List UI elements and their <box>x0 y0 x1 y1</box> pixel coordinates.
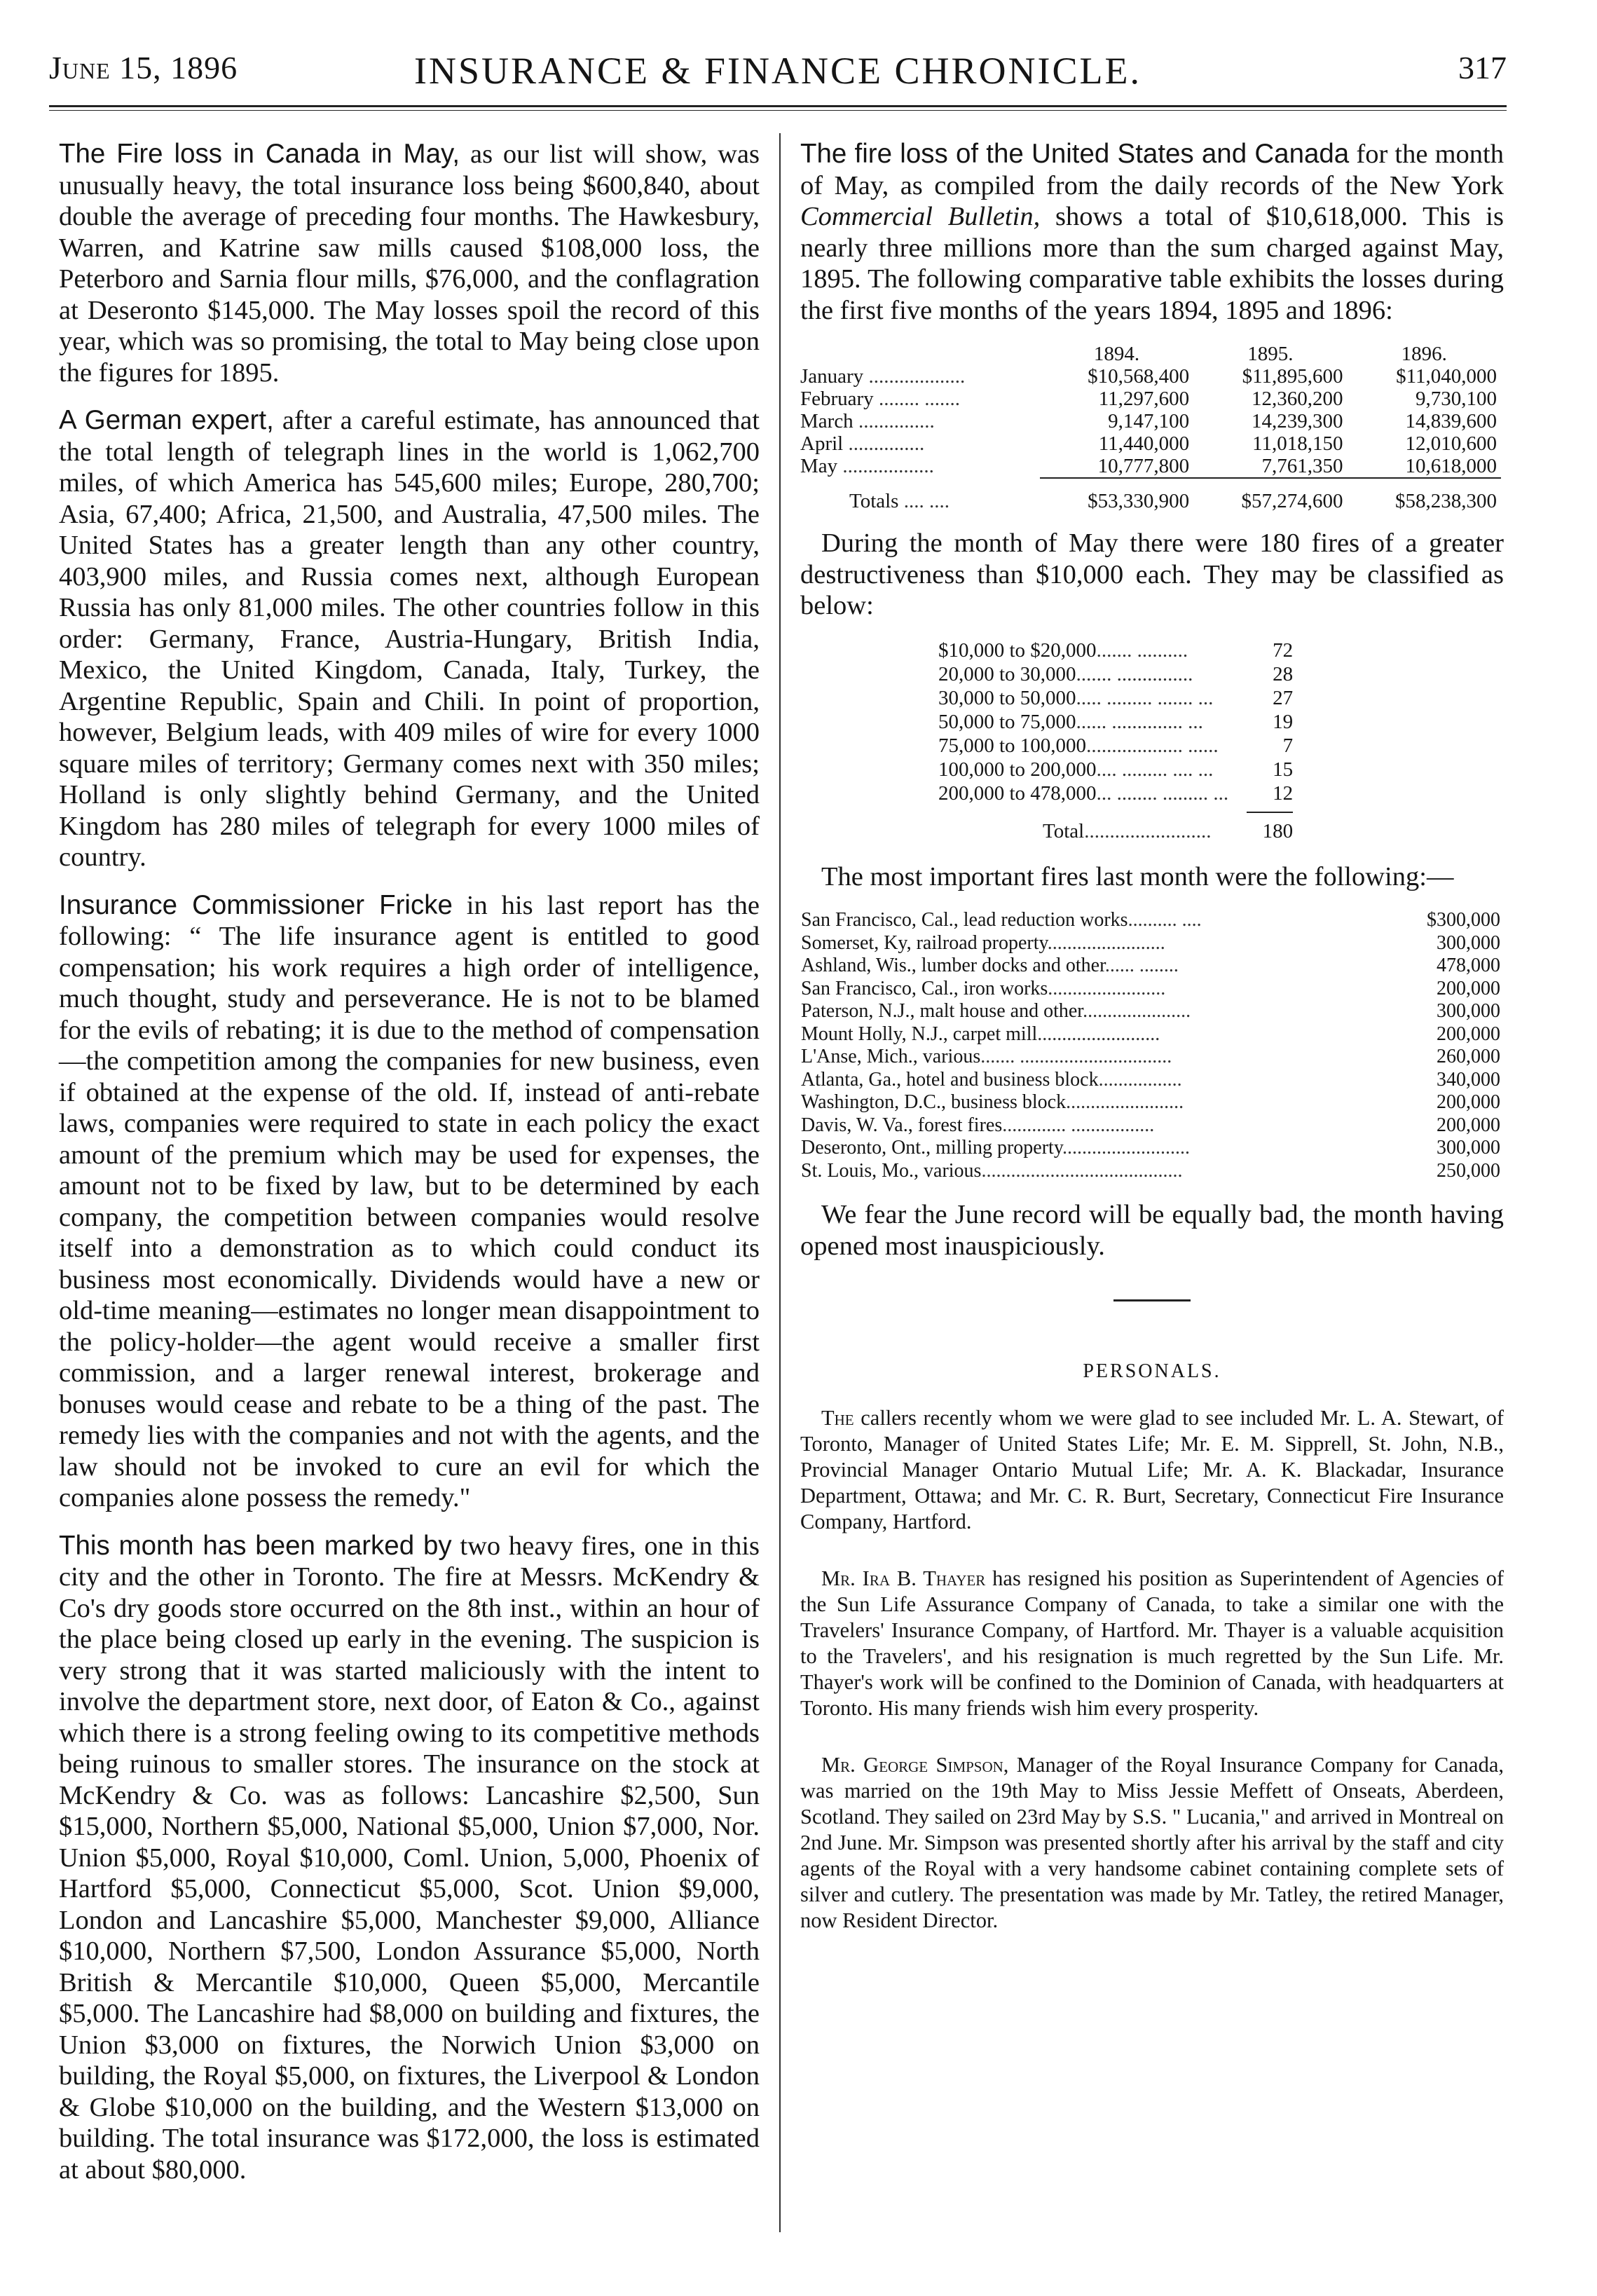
personal-body: Manager of the Royal Insurance Company for Canada, was married on the 19th May to Miss Jessie Meffett of Onseats, Aberdeen, Scotland. They sailed on 23rd May by S.S. " Lucania," and arrived in Montreal on 2nd June. Mr. Simpson was presented shortly after his arrival by the staff and city agents of the Royal with a very handsome cabinet containing complete sets of silver and cutlery. The presentation was made by Mr. Tatley, the retired Manager, now Resident Director. <box>800 1753 1504 1932</box>
personal-item-simpson <box>800 1752 1504 1934</box>
fire-count: 27 <box>1273 686 1294 709</box>
fire-place: St. Louis, Mo., various <box>801 1159 982 1182</box>
publication-title: INSURANCE & FINANCE CHRONICLE. <box>413 50 1142 92</box>
fire-amount: 200,000 <box>1437 1114 1500 1136</box>
range-label: 75,000 to 100,000 <box>938 734 1087 757</box>
issue-date: June 15, 1896 <box>49 50 238 86</box>
article-telegraph-lines <box>59 405 760 873</box>
month-label: February <box>800 388 874 410</box>
range-label: 200,000 to 478,000 <box>938 781 1097 805</box>
loss-1896: 10,618,000 <box>1405 455 1497 477</box>
month-label: May <box>800 455 838 477</box>
loss-1894: 10,777,800 <box>1097 455 1190 477</box>
table-row <box>800 1160 1501 1183</box>
fire-amount: 300,000 <box>1437 931 1500 954</box>
leader-dots: ........ ....... <box>878 388 960 410</box>
table-row <box>800 932 1501 955</box>
year-header: 1895. <box>1247 343 1294 365</box>
personal-item-thayer <box>800 1566 1504 1721</box>
article-lead: Insurance Commissioner Fricke <box>59 889 453 920</box>
range-label: $10,000 to $20,000 <box>938 638 1097 662</box>
fire-count: 19 <box>1273 710 1294 733</box>
article-lead: The Fire loss in Canada in May, <box>59 139 460 169</box>
article-lead: This month has been marked by <box>59 1530 452 1561</box>
article-lead: The fire loss of the United States and Canada <box>800 139 1350 169</box>
year-header: 1894. <box>1093 343 1140 365</box>
table-row <box>938 758 1294 781</box>
month-label: March <box>800 410 854 432</box>
personals-section <box>800 1405 1504 1934</box>
leader-dots: ................... ...... <box>1086 734 1219 757</box>
leader-dots: .... ......... .... ... <box>1096 758 1214 781</box>
fire-amount: 260,000 <box>1437 1046 1500 1067</box>
total-1895: $57,274,600 <box>1241 490 1343 512</box>
table-row <box>938 781 1294 805</box>
fire-total: 180 <box>1262 819 1294 842</box>
header-rule-bottom <box>49 110 1507 111</box>
table-rule-row <box>938 805 1294 819</box>
leader-dots: ................... <box>868 365 966 388</box>
range-label: 30,000 to 50,000 <box>938 686 1076 709</box>
article-june-record: We fear the June record will be equally bad, the month having opened most inauspiciously. <box>800 1200 1504 1261</box>
leader-dots: ........................ <box>1048 977 1166 999</box>
table-row <box>938 686 1294 710</box>
total-row <box>938 819 1294 843</box>
article-body: for the month of May, as compiled from the daily records of the New York <box>800 139 1504 200</box>
article-important-fires-intro: The most important fires last month were the following:— <box>821 861 1454 891</box>
personal-body: callers recently whom we were glad to see included Mr. L. A. Stewart, of Toronto, Manager of United States Life; Mr. E. M. Sipprell, St. John, N.B., Provincial Manager Ontario Mutual Life; Mr. A. K. Blackadar, Insurance Department, Ottawa; and Mr. C. R. Burt, Secretary, Connecticut Fire Insurance Company, Hartford. <box>800 1406 1504 1533</box>
fire-count: 72 <box>1273 638 1294 662</box>
table-row <box>800 1000 1501 1023</box>
page-number: 317 <box>1458 50 1507 86</box>
header-rule-top <box>49 105 1507 107</box>
totals-label: Totals <box>849 490 899 512</box>
fire-place: L'Anse, Mich., various <box>801 1046 981 1067</box>
leader-dots: ....... .......... <box>1096 638 1188 662</box>
leader-dots: ....... ............... <box>1076 662 1193 685</box>
leader-dots: ........................ <box>1066 1091 1184 1113</box>
personal-item-callers <box>800 1405 1504 1535</box>
table-row <box>938 734 1294 758</box>
leader-dots: ......................... <box>1084 819 1212 842</box>
article-lead: A German expert, <box>59 405 274 435</box>
leader-dots: ................. <box>1098 1068 1182 1091</box>
fire-amount: 250,000 <box>1437 1159 1500 1182</box>
article-fire-loss-canada <box>59 139 760 388</box>
fire-amount: 200,000 <box>1437 1023 1500 1045</box>
fire-place: San Francisco, Cal., iron works <box>801 977 1048 999</box>
leader-dots: ............... <box>858 410 935 432</box>
loss-1895: 14,239,300 <box>1252 410 1343 432</box>
table-row <box>800 1069 1501 1092</box>
range-label: 100,000 to 200,000 <box>938 758 1097 781</box>
leader-dots: ...... ........ <box>1104 955 1179 976</box>
fire-count: 28 <box>1273 662 1294 685</box>
fire-amount: 200,000 <box>1437 1091 1500 1113</box>
range-label: 20,000 to 30,000 <box>938 662 1076 685</box>
table-row <box>800 1091 1501 1114</box>
leader-dots: ...... .............. ... <box>1076 710 1203 733</box>
personal-lead: The <box>821 1406 854 1430</box>
leader-dots: ....... ............................... <box>980 1046 1172 1067</box>
section-divider <box>1113 1299 1191 1301</box>
fire-place: Mount Holly, N.J., carpet mill <box>801 1023 1038 1045</box>
table-row <box>800 388 1501 410</box>
loss-1895: 12,360,200 <box>1252 388 1343 410</box>
column-divider <box>779 133 781 2232</box>
article-body: two heavy fires, one in this city and the other in Toronto. The fire at Messrs. McKendry & Co's dry goods store occurred on the 8th inst., within an hour of the place being closed up early in the evening. The suspicion is very strong that it was started maliciously with the intent to involve the department store, next door, of Eaton & Co., against which there is a strong feeling owing to its competitive methods being ruinous to smaller stores. The insurance on the stock at McKendry & Co. was as follows: Lancashire $2,500, Sun $15,000, Northern $5,000, National $5,000, Union $7,000, Nor. Union $5,000, Royal $10,000, Coml. Union, 5,000, Phoenix of Hartford $5,000, Connecticut $5,000, Scot. Union $9,000, London and Lancashire $5,000, Manchester $9,000, Alliance $10,000, Northern $7,500, London Assurance $5,000, North British & Mercantile $10,000, Queen $5,000, Mercantile $5,000. The Lancashire had $8,000 on building and fixtures, the Union $3,000 on fixtures, the Norwich Union $3,000 on building, the Royal $5,000, on fixtures, the Liverpool & London & Globe $10,000 on the building, and the Western $13,000 on building. The total insurance was $172,000, the loss is estimated at about $80,000. <box>59 1531 760 2185</box>
loss-1894: 11,440,000 <box>1098 432 1190 455</box>
table-row <box>800 1137 1501 1160</box>
table-row <box>800 410 1501 432</box>
article-us-canada-fire-loss <box>800 139 1504 326</box>
fire-place: Ashland, Wis., lumber docks and other <box>801 955 1105 976</box>
table-row <box>938 638 1294 662</box>
article-fires-classified: During the month of May there were 180 fires of a greater destructiveness than $10,000 each. They may be classified as below: <box>800 528 1504 620</box>
loss-1896: $11,040,000 <box>1396 365 1497 388</box>
fire-amount: 478,000 <box>1437 955 1500 976</box>
fire-place: Paterson, N.J., malt house and other <box>801 1000 1083 1022</box>
range-label: 50,000 to 75,000 <box>938 710 1076 733</box>
sum-rule <box>1247 812 1293 813</box>
fire-amount: $300,000 <box>1427 909 1500 931</box>
personals-heading: PERSONALS. <box>1083 1360 1221 1382</box>
article-body: after a careful estimate, has announced that the total length of telegraph lines in the world is 1,062,700 miles, of which America has 545,600 miles; Europe, 280,700; Asia, 67,400; Africa, 21,500, and Australia, 47,500 miles. The United States has a greater length than any other country, 403,900 miles, and Russia comes next, although European Russia has only 81,000 miles. The other countries follow in this order: Germany, France, Austria-Hungary, British India, Mexico, the United Kingdom, Canada, Italy, Turkey, the Argentine Republic, Spain and Chili. In point of proportion, however, Belgium leads, with 409 miles of wire for every 1000 square miles of territory; Germany comes next with 350 miles; Holland is only slightly behind Germany, and the United Kingdom has 280 miles of telegraph for every 1000 miles of country. <box>59 406 760 872</box>
fire-place: Atlanta, Ga., hotel and business block <box>801 1068 1099 1091</box>
table-row <box>800 365 1501 388</box>
loss-1896: 9,730,100 <box>1416 388 1497 410</box>
table-row <box>800 909 1501 932</box>
total-1894: $53,330,900 <box>1088 490 1190 512</box>
leader-dots: ......................... <box>1037 1023 1160 1045</box>
table-row <box>938 662 1294 686</box>
loss-1895: 11,018,150 <box>1252 432 1343 455</box>
article-commissioner-fricke <box>59 890 760 1514</box>
loss-1895: $11,895,600 <box>1242 365 1343 388</box>
loss-1896: 12,010,600 <box>1405 432 1497 455</box>
personal-lead: Mr. George Simpson, <box>821 1753 1009 1777</box>
personal-lead: Mr. Ira B. Thayer <box>821 1566 986 1590</box>
table-row <box>800 978 1501 1001</box>
leader-dots: ............. ................. <box>1002 1114 1155 1136</box>
article-body: shows a total of $10,618,000. This is nearly three millions more than the sum charged against May, 1895. The following comparative table exhibits the losses during the first five months of the years 1894, 1895 and 1896: <box>800 202 1504 325</box>
personal-body: has resigned his position as Superintendent of Agencies of the Sun Life Assurance Company of Canada, to take a similar one with the Travelers' Insurance Company, of Hartford. Mr. Thayer is a valuable acquisition to the Travelers', and his resignation is much regretted by the Sun Life. Mr. Thayer's work will be confined to the Dominion of Canada, with headquarters at Toronto. His many friends wish him every prosperity. <box>800 1566 1504 1720</box>
table-row <box>800 455 1501 477</box>
fire-place: San Francisco, Cal., lead reduction works <box>801 909 1128 931</box>
leader-dots: .................. <box>842 455 934 477</box>
leader-dots: .......................... <box>1062 1137 1191 1159</box>
table-header-row <box>800 343 1501 365</box>
table-row <box>800 432 1501 455</box>
fire-amount: 200,000 <box>1437 977 1500 999</box>
leader-dots: ..... ......... ....... ... <box>1076 686 1214 709</box>
fire-amount: 300,000 <box>1437 1000 1500 1022</box>
loss-1896: 14,839,600 <box>1405 410 1497 432</box>
fire-amount: 300,000 <box>1437 1137 1500 1159</box>
fire-amount: 340,000 <box>1437 1068 1500 1091</box>
important-fires-table <box>800 909 1501 1182</box>
totals-row <box>800 480 1501 512</box>
article-body: in his last report has the following: “ The life insurance agent is entitled to good compensation; his work requires a high order of intelligence, much thought, study and perseverance. He is not to be blamed for the evils of rebating; it is due to the method of compensation—the competition among the companies for new business, even if obtained at the expense of the old. If, instead of anti-rebate laws, companies were required to state in each policy the exact amount of the premium which may be used for expenses, the amount not to be fixed by law, but to be determined by each company, the competition between companies would resolve itself into a demonstration as to which could conduct its business most economically. Dividends would have a new or old-time meaning—estimates no longer mean disappointment to the policy-holder—the agent would receive a smaller first commission, and a larger renewal interest, brokerage and bonuses would cease and rebate to be a thing of the past. The remedy lies with the companies and not with the agents, and the law should not be invoked to cure an evil for which the companies alone possess the remedy." <box>59 890 760 1512</box>
leader-dots: ........................ <box>1047 931 1165 954</box>
leader-dots: ......................................... <box>981 1159 1183 1182</box>
table-row <box>800 1114 1501 1137</box>
fire-count: 15 <box>1273 758 1294 781</box>
month-label: April <box>800 432 844 455</box>
leader-dots: ... ........ ......... ... <box>1096 781 1229 805</box>
table-row <box>800 1046 1501 1069</box>
loss-1894: $10,568,400 <box>1088 365 1190 388</box>
table-row <box>800 955 1501 978</box>
article-heavy-fires <box>59 1531 760 2186</box>
total-1896: $58,238,300 <box>1395 490 1497 512</box>
fire-place: Davis, W. Va., forest fires <box>801 1114 1003 1136</box>
month-label: January <box>800 365 864 388</box>
leader-dots: .......... .... <box>1128 909 1202 931</box>
left-column <box>59 139 760 2202</box>
fire-place: Deseronto, Ont., milling property <box>801 1137 1063 1159</box>
leader-dots: ............... <box>848 432 925 455</box>
leader-dots: ...................... <box>1083 1000 1191 1022</box>
fire-place: Somerset, Ky, railroad property <box>801 931 1048 954</box>
loss-1894: 11,297,600 <box>1098 388 1190 410</box>
right-column <box>800 139 1504 1964</box>
table-row <box>938 710 1294 734</box>
fire-count: 12 <box>1273 781 1294 805</box>
total-label: Total <box>1043 819 1085 842</box>
table-row <box>800 1023 1501 1046</box>
monthly-losses-table <box>800 343 1501 512</box>
year-header: 1896. <box>1401 343 1447 365</box>
loss-1895: 7,761,350 <box>1261 455 1343 477</box>
fire-place: Washington, D.C., business block <box>801 1091 1067 1113</box>
fire-size-classification-table <box>938 638 1294 843</box>
masthead <box>49 49 1507 98</box>
leader-dots: .... .... <box>903 490 950 512</box>
publication-name: Commercial Bulletin, <box>800 202 1041 231</box>
article-body: as our list will show, was unusually heavy, the total insurance loss being $600,840, about double the average of preceding four months. The Hawkesbury, Warren, and Katrine saw mills caused $108,000 loss, the Peterboro and Sarnia flour mills, $76,000, and the conflagration at Deseronto $145,000. The May losses spoil the record of this year, which was so promising, the total to May being close upon the figures for 1895. <box>59 139 760 388</box>
loss-1894: 9,147,100 <box>1108 410 1190 432</box>
fire-count: 7 <box>1282 734 1294 757</box>
